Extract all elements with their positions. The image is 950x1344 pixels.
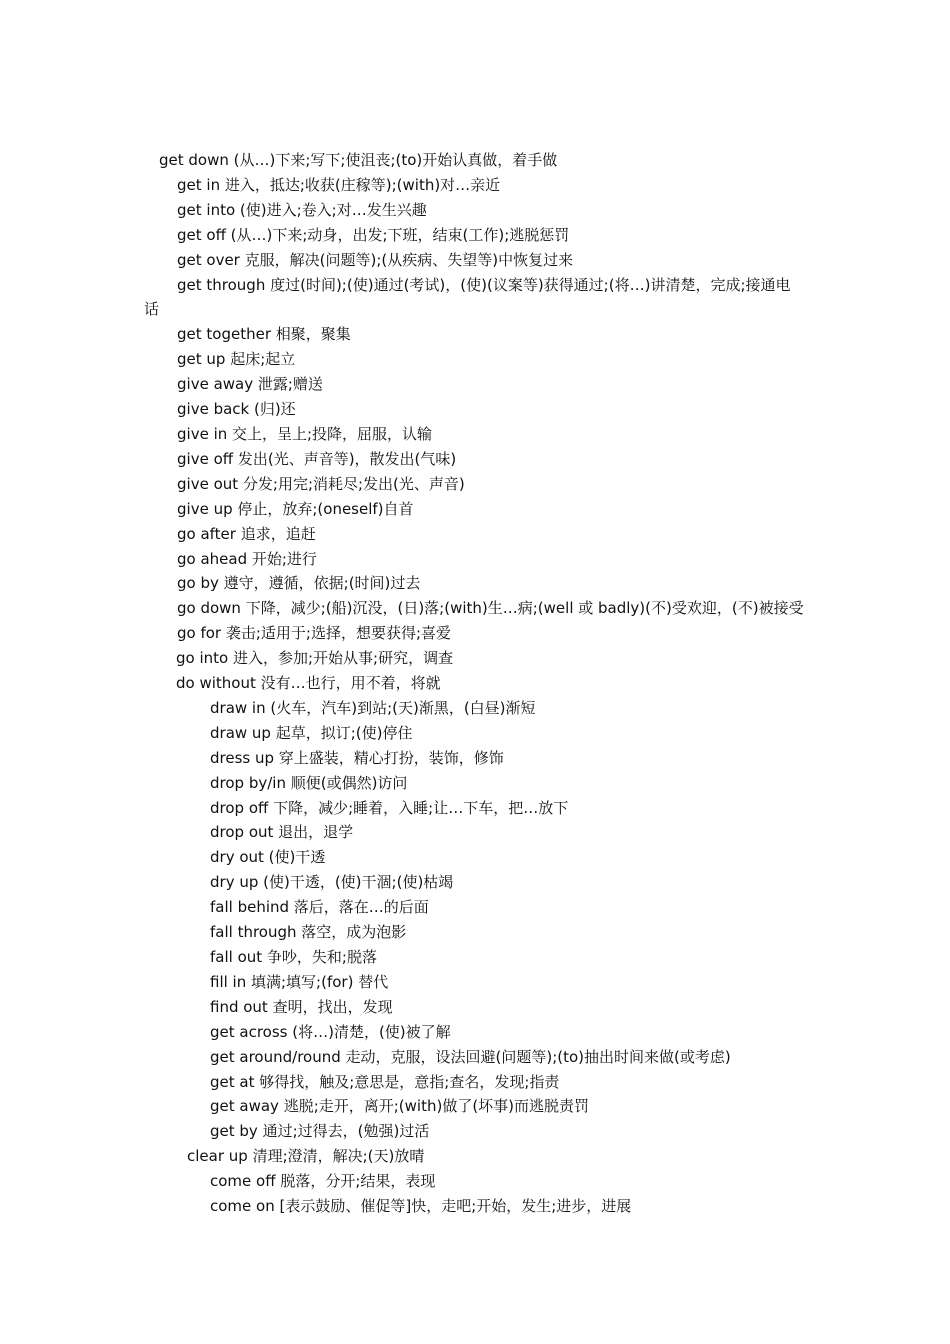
phrase-entry: give up 停止，放弃;(oneself)自首 (177, 499, 414, 518)
phrase-entry: go into 进入，参加;开始从事;研究，调查 (176, 649, 454, 668)
phrase-entry: give in 交上，呈上;投降，屈服，认输 (177, 424, 433, 443)
phrase-entry: get over 克服，解决(问题等);(从疾病、失望等)中恢复过来 (177, 250, 574, 269)
phrase-entry: come on [表示鼓励、催促等]快，走吧;开始，发生;进步，进展 (210, 1197, 632, 1216)
phrase-entry: drop by/in 顺便(或偶然)访问 (210, 773, 408, 792)
phrase-entry: go for 袭击;适用于;选择，想要获得;喜爱 (177, 624, 452, 643)
phrase-entry: get in 进入，抵达;收获(庄稼等);(with)对…亲近 (177, 175, 501, 194)
phrase-entry: give back (归)还 (177, 400, 296, 419)
phrase-entry: get up 起床;起立 (177, 350, 296, 369)
phrase-entry: go by 遵守，遵循，依据;(时间)过去 (177, 574, 421, 593)
phrase-entry: fill in 填满;填写;(for) 替代 (210, 972, 389, 991)
phrase-entry: fall behind 落后，落在…的后面 (210, 898, 429, 917)
phrase-entry: dress up 穿上盛装，精心打扮，装饰，修饰 (210, 748, 504, 767)
phrase-entry: go after 追求，追赶 (177, 524, 316, 543)
phrase-entry: fall through 落空，成为泡影 (210, 923, 407, 942)
phrase-entry: get by 通过;过得去，(勉强)过活 (210, 1122, 430, 1141)
phrase-entry: get together 相聚，聚集 (177, 325, 351, 344)
phrase-entry: get at 够得找，触及;意思是，意指;查名，发现;指责 (210, 1072, 560, 1091)
phrase-entry: give off 发出(光、声音等)，散发出(气味) (177, 449, 457, 468)
phrase-entry: get down (从…)下来;写下;使沮丧;(to)开始认真做，着手做 (159, 151, 558, 169)
phrase-entry: get around/round 走动，克服，设法回避(问题等);(to)抽出时间来做(或考虑) (210, 1047, 731, 1066)
phrase-entry: come off 脱落，分开;结果，表现 (210, 1172, 436, 1191)
phrase-entry: drop off 下降，减少;睡着，入睡;让…下车，把…放下 (210, 798, 569, 817)
phrase-entry: do without 没有…也行，用不着，将就 (176, 674, 441, 693)
phrase-entry: get across (将…)清楚，(使)被了解 (210, 1022, 451, 1041)
phrase-entry: get through 度过(时间);(使)通过(考试)，(使)(议案等)获得通过;(将…)讲清楚，完成;接通电话 (144, 275, 791, 319)
phrase-entry: go ahead 开始;进行 (177, 549, 317, 568)
phrase-entry: get into (使)进入;卷入;对…发生兴趣 (177, 200, 427, 219)
phrase-entry: dry out (使)干透 (210, 848, 326, 867)
phrase-entry: draw up 起草，拟订;(使)停住 (210, 723, 413, 742)
phrase-entry: drop out 退出，退学 (210, 823, 354, 842)
phrase-entry: fall out 争吵，失和;脱落 (210, 948, 377, 966)
phrase-list (0, 148, 950, 1219)
phrase-entry: dry up (使)干透，(使)干涸;(使)枯竭 (210, 873, 454, 892)
phrase-entry: get away 逃脱;走开，离开;(with)做了(坏事)而逃脱责罚 (210, 1097, 590, 1116)
phrase-entry: give out 分发;用完;消耗尽;发出(光、声音) (177, 474, 465, 493)
phrase-entry: go down 下降，减少;(船)沉没，(日)落;(with)生…病;(well 或 badly)(不)受欢迎，(不)被接受 (177, 599, 804, 618)
phrase-entry: draw in (火车，汽车)到站;(天)渐黑，(白昼)渐短 (210, 698, 536, 717)
phrase-entry: clear up 清理;澄清，解决;(天)放晴 (187, 1147, 425, 1166)
phrase-entry: give away 泄露;赠送 (177, 375, 323, 394)
phrase-entry: find out 查明，找出，发现 (210, 997, 393, 1016)
phrase-entry: get off (从…)下来;动身，出发;下班，结束(工作);逃脱惩罚 (177, 225, 570, 244)
